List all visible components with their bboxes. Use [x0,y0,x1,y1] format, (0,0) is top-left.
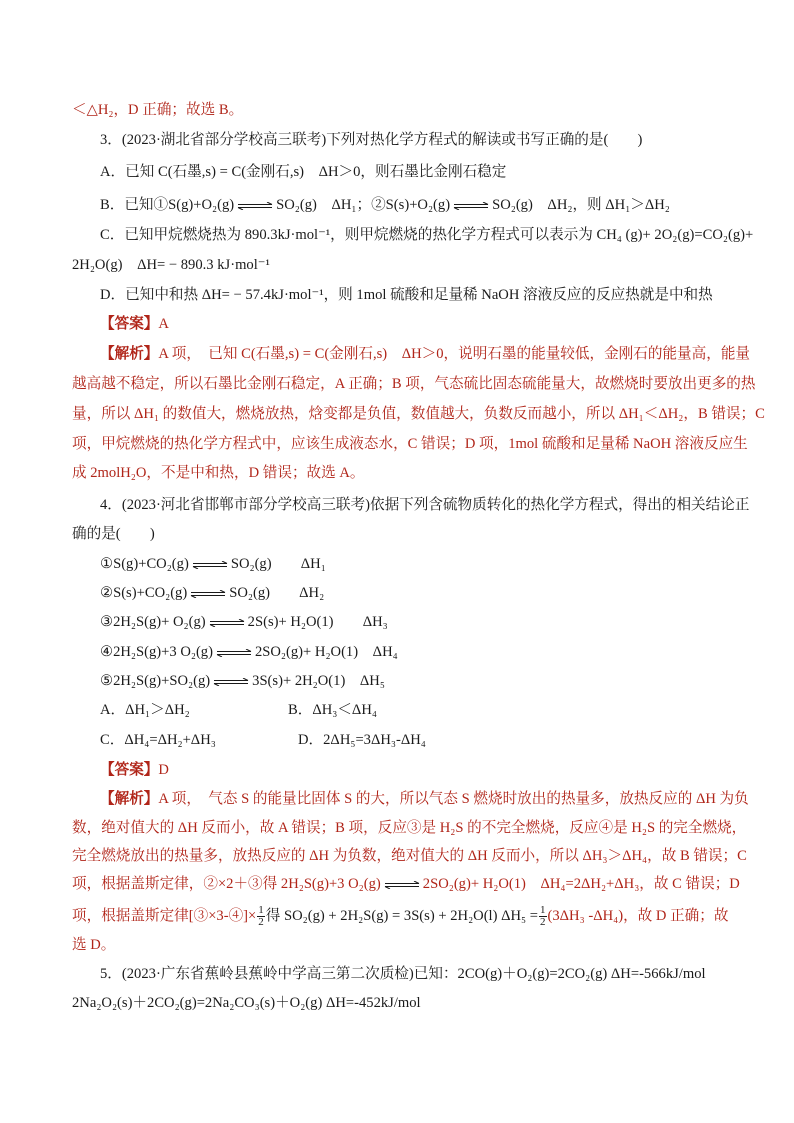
q3-explanation-line3: 量，所以 ΔH₁ 的数值大，燃烧放热，焓变都是负值，数值越大，负数反而越小，所以 ΔH₁＜ΔH₂，B 错误；C [72,406,765,422]
equilibrium-arrow-icon [216,649,252,657]
equation-left: ④2H₂S(g)+3 O₂(g) [100,644,213,660]
equation-left: ②S(s)+CO₂(g) [100,585,188,601]
q4-option-d: D．2ΔH₅=3ΔH₃-ΔH₄ [298,732,426,748]
explanation-part1: 项，根据盖斯定律，②×2＋③得 2H₂S(g)+3 O₂(g) [72,876,381,892]
equilibrium-arrow-icon [192,561,228,569]
q3-b-part2: SO₂(g) ΔH₁；②S(s)+O₂(g) [276,197,451,213]
q4-equation-1 [100,554,326,574]
q4-stem-line1: 4．(2023·河北省邯郸市部分学校高三联考)依据下列含硫物质转化的热化学方程式，得出的相关结论正 [100,497,750,513]
answer-value: D [158,762,169,778]
equation-right: SO₂(g) ΔH₂ [229,585,325,601]
equilibrium-arrow-icon [237,202,273,210]
equilibrium-arrow-icon [384,881,420,889]
q4-explanation-line2: 数，绝对值大的 ΔH 反而小，故 A 错误；B 项，反应③是 H₂S 的不完全燃烧，反应④是 H₂S 的完全燃烧， [72,820,747,836]
fraction-one-half [539,905,547,928]
q4-explanation-line1 [100,789,749,809]
answer-value: A [158,316,169,332]
explanation-part2: 2SO₂(g)+ H₂O(1) ΔH₄=2ΔH₂+ΔH₃，故 C 错误；D [422,876,740,892]
fraction-denominator: 2 [540,916,546,929]
fraction-one-half [257,905,265,928]
q4-option-b: B．ΔH₃＜ΔH₄ [288,702,377,718]
equilibrium-arrow-icon [213,678,249,686]
explanation-part1: 项，根据盖斯定律[③×3-④]× [72,908,257,924]
equation-left: ①S(g)+CO₂(g) [100,556,189,572]
q4-option-a: A．ΔH₁＞ΔH₂ [100,702,190,718]
q4-equation-5 [100,671,385,691]
q4-explanation-line4 [72,874,740,894]
q3-b-part1: B．已知①S(g)+O₂(g) [100,197,235,213]
q3-explanation-line5: 成 2molH₂O，不是中和热，D 错误；故选 A。 [72,465,365,481]
q4-explanation-line6: 选 D。 [72,937,116,953]
explanation-part2: 得 SO₂(g) + 2H₂S(g) = 3S(s) + 2H₂O(l) ΔH₅ = [265,908,539,924]
explanation-tag: 【解析】 [100,791,159,807]
q4-answer [100,760,169,780]
explanation-text: A 项， 气态 S 的能量比固体 S 的大，所以气态 S 燃烧时放出的热量多，放热反应的 ΔH 为负 [158,791,749,807]
q4-option-c: C．ΔH₄=ΔH₂+ΔH₃ [100,732,216,748]
q3-explanation-line1 [100,344,750,364]
equation-right: 3S(s)+ 2H₂O(1) ΔH₅ [252,673,385,689]
equation-right: 2SO₂(g)+ H₂O(1) ΔH₄ [254,644,398,660]
q4-stem-line2: 确的是( ) [72,526,155,542]
q3-option-c-line2: 2H₂O(g) ΔH= − 890.3 kJ·mol⁻¹ [72,257,270,273]
fraction-numerator: 1 [540,904,546,917]
q3-b-part3: SO₂(g) ΔH₂，则 ΔH₁＞ΔH₂ [492,197,670,213]
q3-stem: 3．(2023·湖北省部分学校高三联考)下列对热化学方程式的解读或书写正确的是( ) [100,132,643,148]
q3-option-c-line1: C．已知甲烷燃烧热为 890.3kJ·mol⁻¹，则甲烷燃烧的热化学方程式可以表示为 CH₄ (g)+ 2O₂(g)=CO₂(g)+ [100,227,754,243]
equation-left: ③2H₂S(g)+ O₂(g) [100,614,206,630]
equilibrium-arrow-icon [190,590,226,598]
equation-right: SO₂(g) ΔH₁ [230,556,326,572]
fraction-numerator: 1 [258,904,264,917]
q3-explanation-line4: 项，甲烷燃烧的热化学方程式中，应该生成液态水，C 错误；D 项，1mol 硫酸和足量稀 NaOH 溶液反应生 [72,436,748,452]
explanation-tag: 【解析】 [100,346,159,362]
q3-option-a: A．已知 C(石墨,s) = C(金刚石,s) ΔH＞0，则石墨比金刚石稳定 [100,164,507,180]
explanation-part3: (3ΔH₃ -ΔH₄)，故 D 正确；故 [547,908,729,924]
equation-left: ⑤2H₂S(g)+SO₂(g) [100,673,211,689]
answer-tag: 【答案】 [100,316,159,332]
q4-equation-3 [100,612,388,632]
prev-answer-tail: ＜△H₂，D 正确；故选 B。 [72,102,244,118]
fraction-denominator: 2 [258,916,264,929]
q3-option-b [100,195,670,215]
equilibrium-arrow-icon [209,619,245,627]
q4-equation-4 [100,642,398,662]
q4-equation-2 [100,583,324,603]
answer-tag: 【答案】 [100,762,159,778]
explanation-text: A 项， 已知 C(石墨,s) = C(金刚石,s) ΔH＞0，说明石墨的能量较低，金刚石的能量高，能量 [158,346,751,362]
q3-option-d: D．已知中和热 ΔH= − 57.4kJ·mol⁻¹，则 1mol 硫酸和足量稀 NaOH 溶液反应的反应热就是中和热 [100,287,713,303]
q4-explanation-line3: 完全燃烧放出的热量多，放热反应的 ΔH 为负数，绝对值大的 ΔH 反而小，所以 ΔH₃＞ΔH₄，故 B 错误；C [72,848,747,864]
q3-explanation-line2: 越高越不稳定，所以石墨比金刚石稳定，A 正确；B 项，气态硫比固态硫能量大，故燃烧时要放出更多的热 [72,376,756,392]
q3-answer [100,314,169,334]
equation-right: 2S(s)+ H₂O(1) ΔH₃ [247,614,388,630]
equilibrium-arrow-icon [453,202,489,210]
q5-stem: 5．(2023·广东省蕉岭县蕉岭中学高三第二次质检)已知：2CO(g)＋O₂(g)=2CO₂(g) ΔH=-566kJ/mol [100,966,706,982]
q4-explanation-line5 [72,902,728,930]
q5-line2: 2Na₂O₂(s)＋2CO₂(g)=2Na₂CO₃(s)＋O₂(g) ΔH=-452kJ/mol [72,995,421,1011]
